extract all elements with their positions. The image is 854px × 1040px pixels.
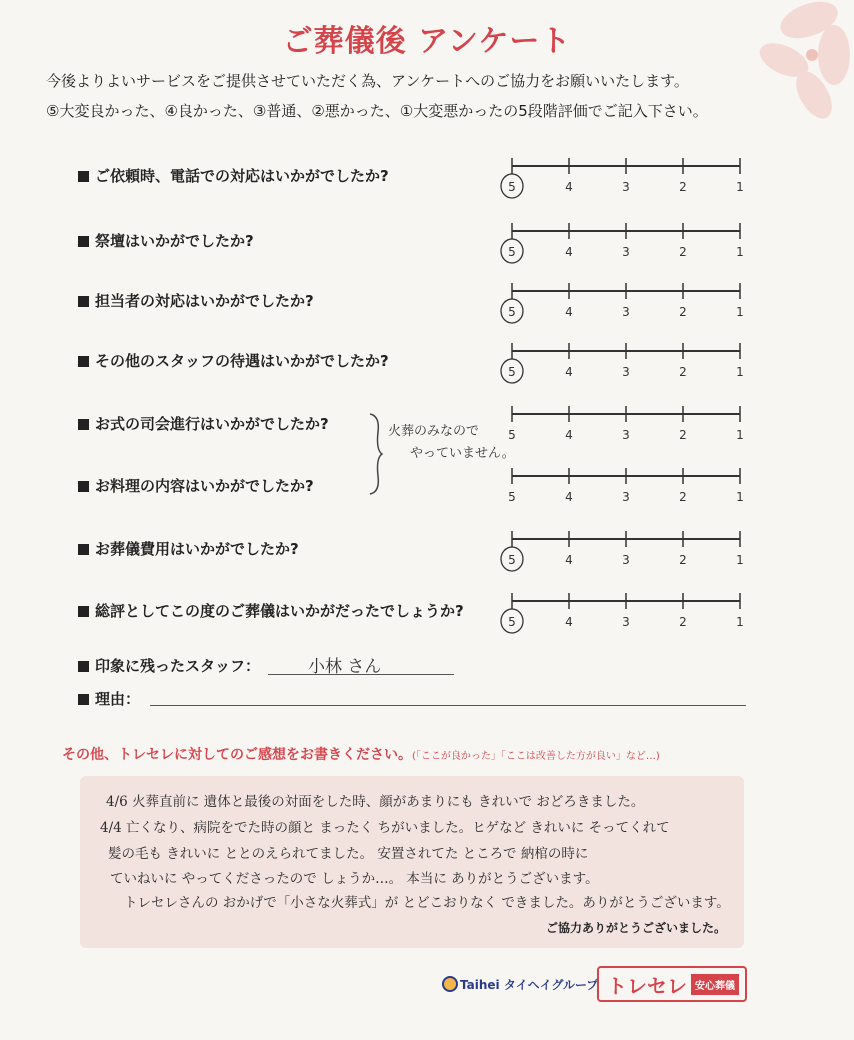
reason-label-row [78, 688, 140, 709]
question-1 [78, 165, 389, 186]
scale-label-3: 3 [622, 245, 630, 259]
question-text: 祭壇はいかがでしたか? [95, 232, 254, 250]
scale-label-5: 5 [508, 428, 516, 442]
reason-label: 理由： [95, 690, 141, 708]
scale-label-2: 2 [679, 365, 687, 379]
scale-label-4: 4 [565, 305, 573, 319]
other-hint-text: (「ここが良かった」「ここは改善した方が良い」など…) [412, 751, 660, 762]
intro-line-1: 今後よりよいサービスをご提供させていただく為、アンケートへのご協力をお願いいたします。 [46, 72, 689, 90]
scale-label-5: 5 [508, 245, 516, 259]
bullet-square-icon [78, 661, 89, 672]
brace-mark [366, 412, 386, 496]
rating-scale[interactable] [500, 341, 750, 391]
scale-label-2: 2 [679, 615, 687, 629]
brand-name: トレセレ [607, 973, 687, 998]
question-text: お料理の内容はいかがでしたか? [95, 477, 314, 495]
comment-line-5: トレセレさんの おかげで「小さな火葬式」が とどこおりなく できました。ありがとうございます。 [124, 895, 730, 911]
scale-label-1: 1 [736, 553, 744, 567]
rating-scale[interactable] [500, 221, 750, 271]
question-text: ご依頼時、電話での対応はいかがでしたか? [95, 167, 389, 185]
scale-label-1: 1 [736, 490, 744, 504]
question-text: お式の司会進行はいかがでしたか? [95, 415, 329, 433]
scale-label-4: 4 [565, 180, 573, 194]
margin-note-line-1: 火葬のみなので [388, 424, 480, 439]
scale-label-2: 2 [679, 428, 687, 442]
bullet-square-icon [78, 356, 89, 367]
other-title-text: その他、トレセレに対してのご感想をお書きください。 [62, 747, 412, 763]
comment-line-3: 髪の毛も きれいに ととのえられてました。 安置されてた ところで 納棺の時に [108, 846, 589, 862]
scale-label-2: 2 [679, 305, 687, 319]
comment-line-4: ていねいに やってくださったので しょうか…。 本当に ありがとうございます。 [110, 871, 599, 887]
scale-label-2: 2 [679, 180, 687, 194]
scale-label-4: 4 [565, 490, 573, 504]
scale-label-3: 3 [622, 490, 630, 504]
rating-scale[interactable] [500, 156, 750, 206]
scale-label-1: 1 [736, 428, 744, 442]
question-text: お葬儀費用はいかがでしたか? [95, 540, 299, 558]
question-7 [78, 538, 299, 559]
scale-label-4: 4 [565, 245, 573, 259]
scale-label-1: 1 [736, 245, 744, 259]
page-title: ご葬儀後 アンケート [282, 24, 572, 59]
taihei-logo [442, 976, 598, 993]
brand-sub: 安心葬儀 [691, 974, 739, 995]
question-text: 担当者の対応はいかがでしたか? [95, 292, 314, 310]
bullet-square-icon [78, 544, 89, 555]
bullet-square-icon [78, 171, 89, 182]
other-comments-title [62, 744, 660, 764]
question-2 [78, 230, 254, 251]
reason-field-line[interactable] [150, 705, 746, 706]
question-text: 総評としてこの度のご葬儀はいかがだったでしょうか? [95, 602, 464, 620]
scale-label-4: 4 [565, 428, 573, 442]
bullet-square-icon [78, 606, 89, 617]
scale-label-5: 5 [508, 553, 516, 567]
scale-label-3: 3 [622, 305, 630, 319]
rating-scale[interactable] [500, 281, 750, 331]
comment-line-2: 4/4 亡くなり、病院をでた時の顔と まったく ちがいました。ヒゲなど きれいに そってくれて [100, 820, 670, 836]
bullet-square-icon [78, 296, 89, 307]
rating-scale[interactable] [500, 591, 750, 641]
bullet-square-icon [78, 694, 89, 705]
scale-label-5: 5 [508, 615, 516, 629]
question-3 [78, 290, 314, 311]
intro-line-2: ⑤大変良かった、④良かった、③普通、②悪かった、①大変悪かったの5段階評価でご記入下さい。 [46, 102, 708, 120]
taihei-logo-text: Taihei タイヘイグループ [460, 978, 599, 992]
rating-scale[interactable] [500, 466, 750, 516]
rating-scale[interactable] [500, 529, 750, 579]
staff-label: 印象に残ったスタッフ： [95, 657, 261, 675]
question-5 [78, 413, 329, 434]
scale-label-1: 1 [736, 305, 744, 319]
question-text: その他のスタッフの待遇はいかがでしたか? [95, 352, 389, 370]
comment-line-1: 4/6 火葬直前に 遺体と最後の対面をした時、顔があまりにも きれいで おどろきました。 [106, 794, 645, 810]
thanks-text: ご協力ありがとうございました。 [546, 921, 727, 935]
bullet-square-icon [78, 419, 89, 430]
scale-label-4: 4 [565, 365, 573, 379]
question-4 [78, 350, 389, 371]
scale-label-2: 2 [679, 553, 687, 567]
margin-note-line-2: やっていません。 [410, 446, 515, 461]
scale-label-5: 5 [508, 305, 516, 319]
treseley-logo [597, 966, 747, 1002]
scale-label-1: 1 [736, 180, 744, 194]
staff-value[interactable]: 小林 さん [308, 657, 382, 677]
scale-label-5: 5 [508, 490, 516, 504]
scale-label-1: 1 [736, 615, 744, 629]
scale-label-4: 4 [565, 615, 573, 629]
scale-label-2: 2 [679, 245, 687, 259]
question-8 [78, 600, 464, 621]
rating-scale[interactable] [500, 404, 750, 454]
bullet-square-icon [78, 481, 89, 492]
taihei-mark-icon [442, 976, 458, 992]
scale-label-5: 5 [508, 365, 516, 379]
bullet-square-icon [78, 236, 89, 247]
scale-label-3: 3 [622, 553, 630, 567]
scale-label-2: 2 [679, 490, 687, 504]
question-6 [78, 475, 314, 496]
scale-label-3: 3 [622, 365, 630, 379]
scale-label-5: 5 [508, 180, 516, 194]
scale-label-3: 3 [622, 180, 630, 194]
staff-label-row [78, 655, 260, 676]
scale-label-3: 3 [622, 428, 630, 442]
scale-label-4: 4 [565, 553, 573, 567]
scale-label-3: 3 [622, 615, 630, 629]
scale-label-1: 1 [736, 365, 744, 379]
